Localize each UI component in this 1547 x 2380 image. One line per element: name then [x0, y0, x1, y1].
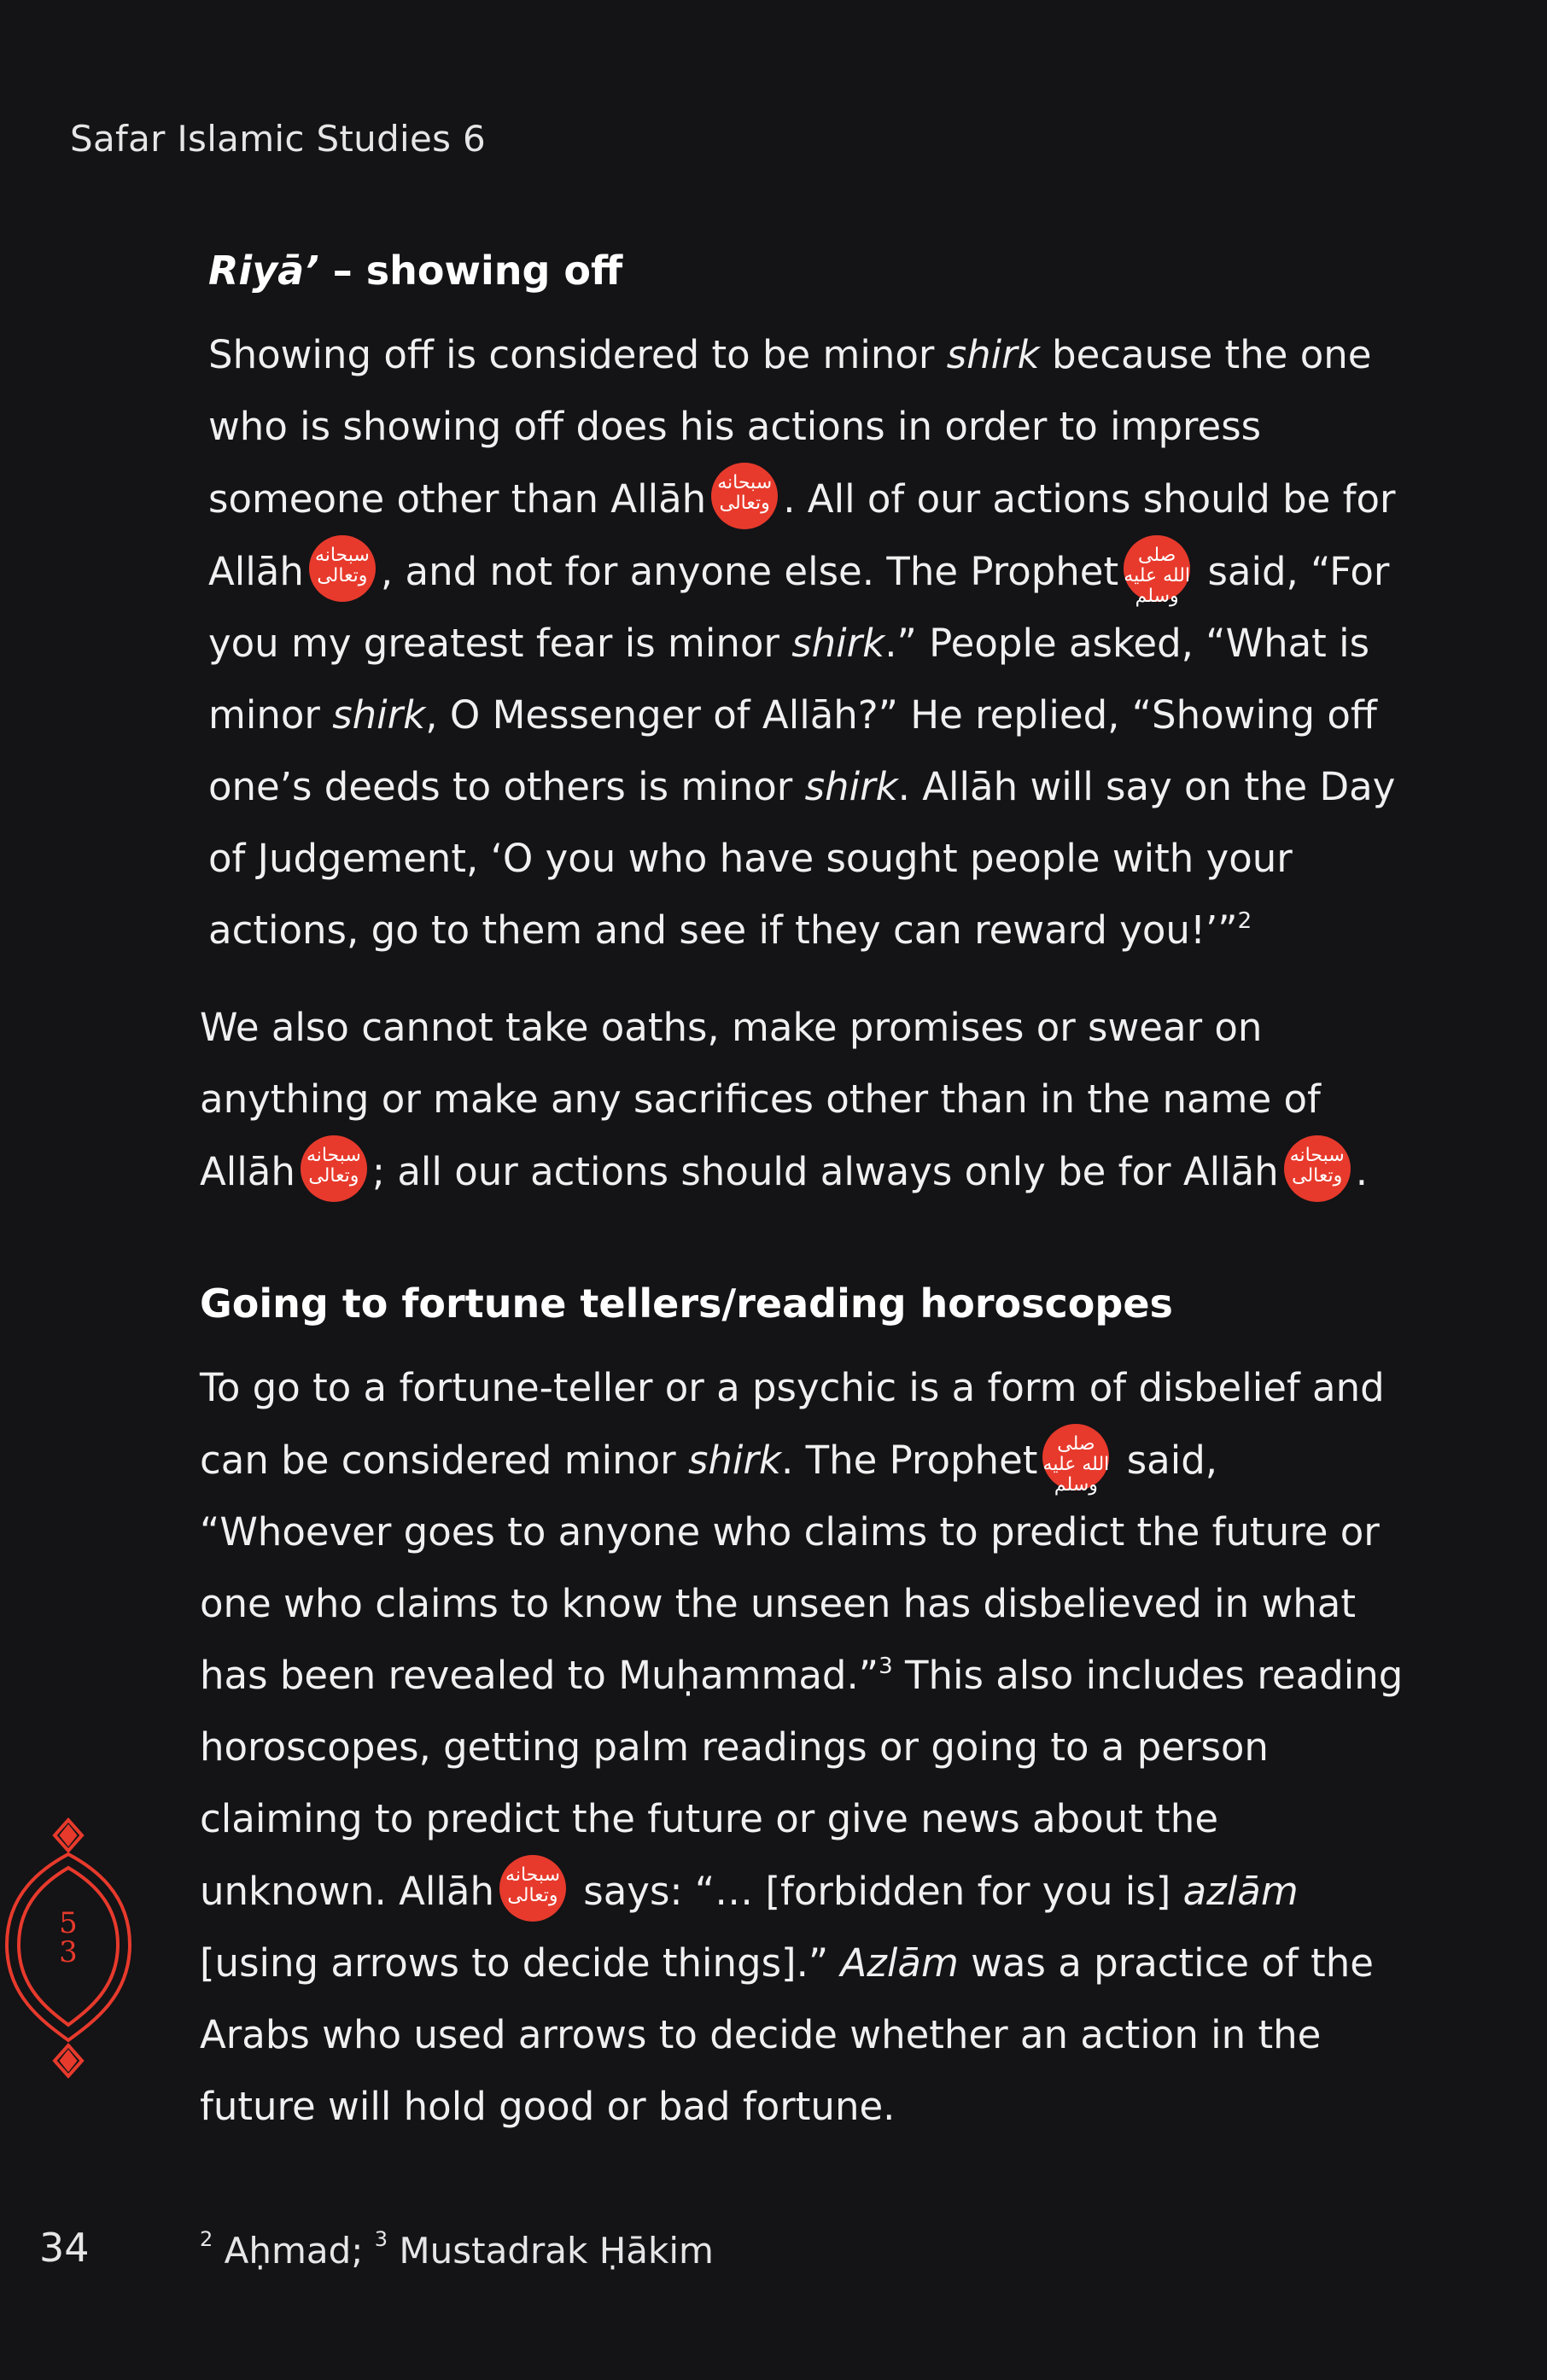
subhanahu-badge-icon: سبحانه وتعالى	[309, 535, 376, 602]
subhanahu-badge-icon: سبحانه وتعالى	[499, 1855, 566, 1922]
subhanahu-badge-icon: سبحانه وتعالى	[711, 463, 778, 529]
chapter-ornament-number: 5 3	[59, 1906, 78, 1969]
footnote-ref-2: 2	[1237, 908, 1252, 934]
running-head: Safar Islamic Studies 6	[70, 118, 487, 160]
paragraph-fortune-1: To go to a fortune-teller or a psychic is a form of disbelief and can be considered minor shirk. The Prophet صلى الله عليه وسلم said, “Whoever goes to anyone who claims to predict the future or one who claims to know the unseen has disbelieved in what has been revealed to Muḥammad.”$^3$ This also includes reading horoscopes, getting palm readings or going to a person claiming to predict the future or give news about the unknown. Allāh سبحانه وتعالى says: “… [forbidden for you is] azlām [using arrows to decide things].” Azlām was a practice of the Arabs who used arrows to decide whether an action in the future will hold good or bad fortune.	[200, 1365, 1404, 2129]
paragraph-riya-1: Showing off is considered to be minor shirk because the one who is showing off does his actions in order to impress someone other than Allāh سبحانه وتعالى . All of our actions should be for Allāh سبحانه وتعالى , and not for anyone else. The Prophet صلى الله عليه وسلم said, “For you my greatest fear is minor shirk.” People asked, “What is minor shirk, O Messenger of Allāh?” He replied, “Showing off one’s deeds to others is minor shirk. Allāh will say on the Day of Judgement, ‘O you who have sought people with your actions, go to them and see if they can reward you!’”$^2$	[208, 332, 1396, 953]
page-number: 34	[39, 2225, 90, 2271]
salla-badge-icon: صلى الله عليه وسلم	[1042, 1424, 1109, 1490]
section-fortune-tellers	[200, 1280, 1412, 2168]
section-heading-fortune-tellers: Going to fortune tellers/reading horoscopes	[200, 1280, 1173, 1327]
subhanahu-badge-icon: سبحانه وتعالى	[1284, 1135, 1351, 1202]
subhanahu-badge-icon: سبحانه وتعالى	[301, 1135, 367, 1202]
paragraph-riya-2: We also cannot take oaths, make promises or swear on anything or make any sacrifices other than in the name of Allāh سبحانه وتعالى ; all our actions should always only be for Allāh سبحانه وتعالى .	[200, 992, 1421, 1208]
footnotes: $^2$ Aḥmad; $^3$ Mustadrak Ḥākim	[200, 2227, 714, 2272]
section-heading-riya: Riyā’ – showing off	[208, 248, 623, 294]
footnote-ref-3: 3	[879, 1654, 893, 1679]
salla-badge-icon: صلى الله عليه وسلم	[1124, 535, 1190, 602]
section-riya	[200, 248, 1421, 1234]
